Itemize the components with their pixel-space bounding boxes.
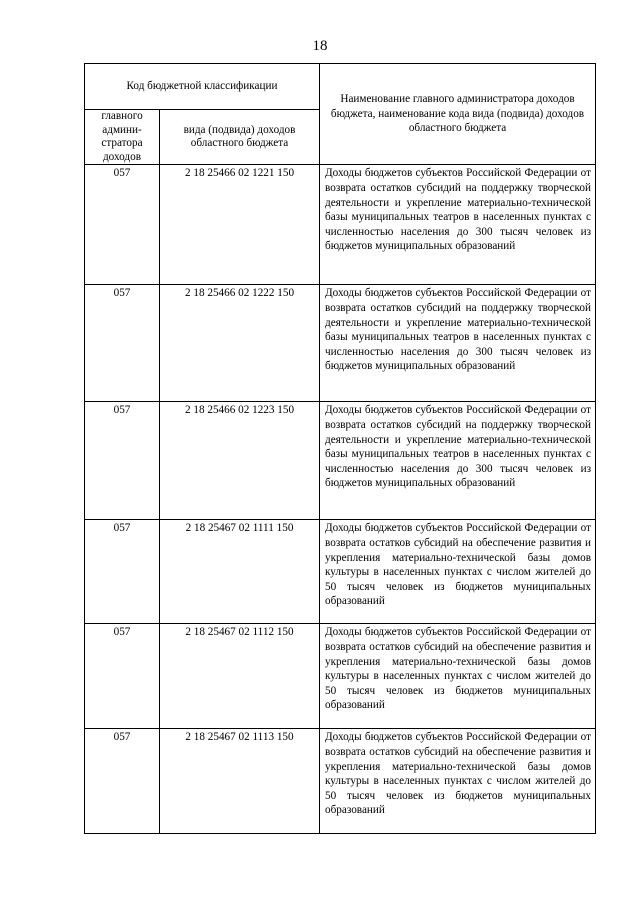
table-row bbox=[85, 402, 596, 520]
header-admin-column: главного админи-стратора доходов bbox=[85, 110, 160, 165]
admin-code-cell: 057 bbox=[85, 520, 160, 624]
description-text: Доходы бюджетов субъектов Российской Федерации от возврата остатков субсидий на обеспечение развития и укрепления материально-технической базы домов культуры в населенных пунктах с числом жителей до 50 тысяч человек из бюджетов муниципальных образований bbox=[325, 522, 592, 608]
description-cell bbox=[320, 285, 596, 402]
description-cell bbox=[320, 520, 596, 624]
description-cell bbox=[320, 624, 596, 729]
income-code-cell: 2 18 25466 02 1223 150 bbox=[160, 402, 320, 520]
description-cell bbox=[320, 402, 596, 520]
description-text: Доходы бюджетов субъектов Российской Федерации от возврата остатков субсидий на обеспечение развития и укрепления материально-технической базы домов культуры в населенных пунктах с числом жителей до 50 тысяч человек из бюджетов муниципальных образований bbox=[325, 626, 592, 712]
income-code-cell: 2 18 25467 02 1112 150 bbox=[160, 624, 320, 729]
table-row bbox=[85, 729, 596, 834]
admin-code-cell: 057 bbox=[85, 402, 160, 520]
table-row bbox=[85, 285, 596, 402]
budget-classification-table bbox=[84, 63, 596, 834]
income-code-cell: 2 18 25466 02 1221 150 bbox=[160, 165, 320, 285]
header-code-column: вида (подвида) доходов областного бюджета bbox=[160, 110, 320, 165]
table-row bbox=[85, 165, 596, 285]
description-text: Доходы бюджетов субъектов Российской Федерации от возврата остатков субсидий на обеспечение развития и укрепления материально-технической базы домов культуры в населенных пунктах с числом жителей до 50 тысяч человек из бюджетов муниципальных образований bbox=[325, 731, 592, 817]
admin-code-cell: 057 bbox=[85, 165, 160, 285]
description-text: Доходы бюджетов субъектов Российской Федерации от возврата остатков субсидий на поддержку творческой деятельности и укрепление материально-технической базы муниципальных театров в населенных пунктах с численностью населения до 300 тысяч человек из бюджетов муниципальных образований bbox=[325, 167, 592, 253]
header-row-1 bbox=[85, 64, 596, 110]
description-text: Доходы бюджетов субъектов Российской Федерации от возврата остатков субсидий на поддержку творческой деятельности и укрепление материально-технической базы муниципальных театров в населенных пунктах с численностью населения до 300 тысяч человек из бюджетов муниципальных образований bbox=[325, 287, 592, 373]
income-code-cell: 2 18 25467 02 1111 150 bbox=[160, 520, 320, 624]
table-row bbox=[85, 624, 596, 729]
header-name-column: Наименование главного администратора доходов бюджета, наименование кода вида (подвида) доходов областного бюджета bbox=[320, 64, 596, 165]
income-code-cell: 2 18 25467 02 1113 150 bbox=[160, 729, 320, 834]
description-text: Доходы бюджетов субъектов Российской Федерации от возврата остатков субсидий на поддержку творческой деятельности и укрепление материально-технической базы муниципальных театров в населенных пунктах с численностью населения до 300 тысяч человек из бюджетов муниципальных образований bbox=[325, 404, 592, 490]
income-code-cell: 2 18 25466 02 1222 150 bbox=[160, 285, 320, 402]
header-budget-classification-code: Код бюджетной классификации bbox=[85, 64, 320, 110]
description-cell bbox=[320, 729, 596, 834]
page-number: 18 bbox=[312, 38, 328, 54]
admin-code-cell: 057 bbox=[85, 285, 160, 402]
table-row bbox=[85, 520, 596, 624]
admin-code-cell: 057 bbox=[85, 624, 160, 729]
description-cell bbox=[320, 165, 596, 285]
admin-code-cell: 057 bbox=[85, 729, 160, 834]
